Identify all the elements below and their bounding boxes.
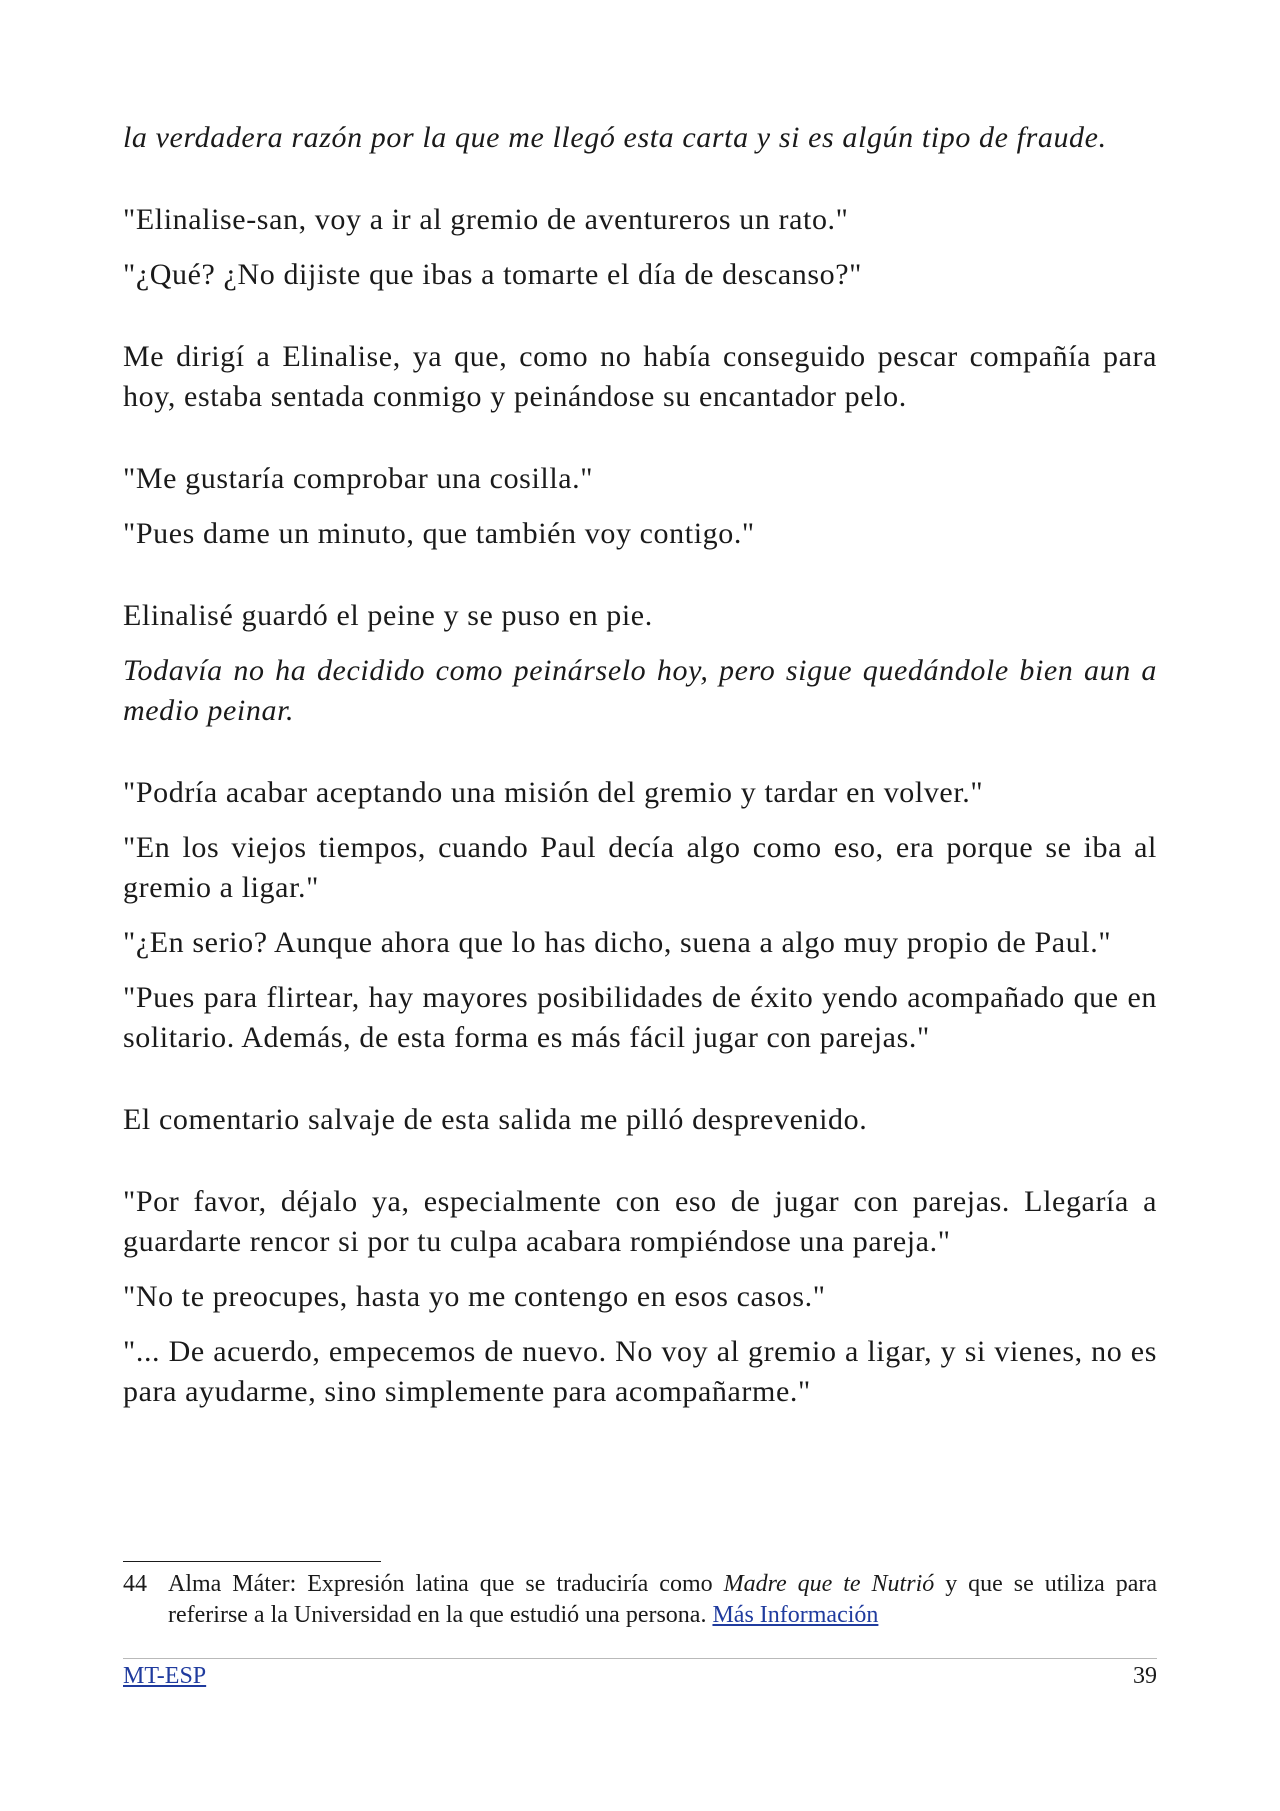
paragraph: "Me gustaría comprobar una cosilla."	[123, 462, 594, 495]
body-text	[123, 118, 1157, 1412]
footnote-text-after: y que se utiliza para referirse a la Universidad en la que estudió una persona.	[168, 1571, 1157, 1628]
paragraph: "En los viejos tiempos, cuando Paul decía algo como eso, era porque se iba al gremio a ligar."	[123, 831, 1157, 904]
page-number: 39	[1133, 1663, 1157, 1689]
footnote-text-italic: Madre que te Nutrió	[723, 1571, 935, 1597]
paragraph: "Pues dame un minuto, que también voy contigo."	[123, 517, 755, 550]
footnote-text-before: Alma Máter: Expresión latina que se traduciría como	[168, 1571, 724, 1597]
paragraph: El comentario salvaje de esta salida me pilló desprevenido.	[123, 1103, 868, 1136]
paragraph: "Pues para flirtear, hay mayores posibilidades de éxito yendo acompañado que en solitario. Además, de esta forma es más fácil jugar con parejas."	[123, 981, 1157, 1054]
paragraph: "Elinalise-san, voy a ir al gremio de aventureros un rato."	[123, 203, 849, 236]
footnote-divider	[123, 1561, 381, 1562]
footnote-number: 44	[123, 1571, 147, 1597]
paragraph: "... De acuerdo, empecemos de nuevo. No voy al gremio a ligar, y si vienes, no es para ayudarme, sino simplemente para acompañarme."	[123, 1335, 1157, 1408]
paragraph: "¿Qué? ¿No dijiste que ibas a tomarte el día de descanso?"	[123, 258, 863, 291]
paragraph: "No te preocupes, hasta yo me contengo en esos casos."	[123, 1280, 826, 1313]
paragraph: "¿En serio? Aunque ahora que lo has dicho, suena a algo muy propio de Paul."	[123, 926, 1112, 959]
more-info-link[interactable]: Más Información	[712, 1602, 879, 1628]
paragraph: Elinalisé guardó el peine y se puso en pie.	[123, 599, 653, 632]
footer-divider	[123, 1658, 1157, 1659]
paragraph: "Podría acabar aceptando una misión del gremio y tardar en volver."	[123, 776, 984, 809]
paragraph: "Por favor, déjalo ya, especialmente con eso de jugar con parejas. Llegaría a guardarte rencor si por tu culpa acabara rompiéndose una pareja."	[123, 1185, 1157, 1258]
paragraph: la verdadera razón por la que me llegó esta carta y si es algún tipo de fraude.	[123, 121, 1107, 154]
paragraph: Me dirigí a Elinalise, ya que, como no había conseguido pescar compañía para hoy, estaba sentada conmigo y peinándose su encantador pelo.	[123, 340, 1157, 413]
footnote-text	[168, 1569, 1157, 1631]
footer-site-link[interactable]: MT-ESP	[123, 1663, 207, 1689]
paragraph: Todavía no ha decidido como peinárselo hoy, pero sigue quedándole bien aun a medio peinar.	[123, 654, 1157, 727]
footnote	[123, 1569, 1157, 1631]
